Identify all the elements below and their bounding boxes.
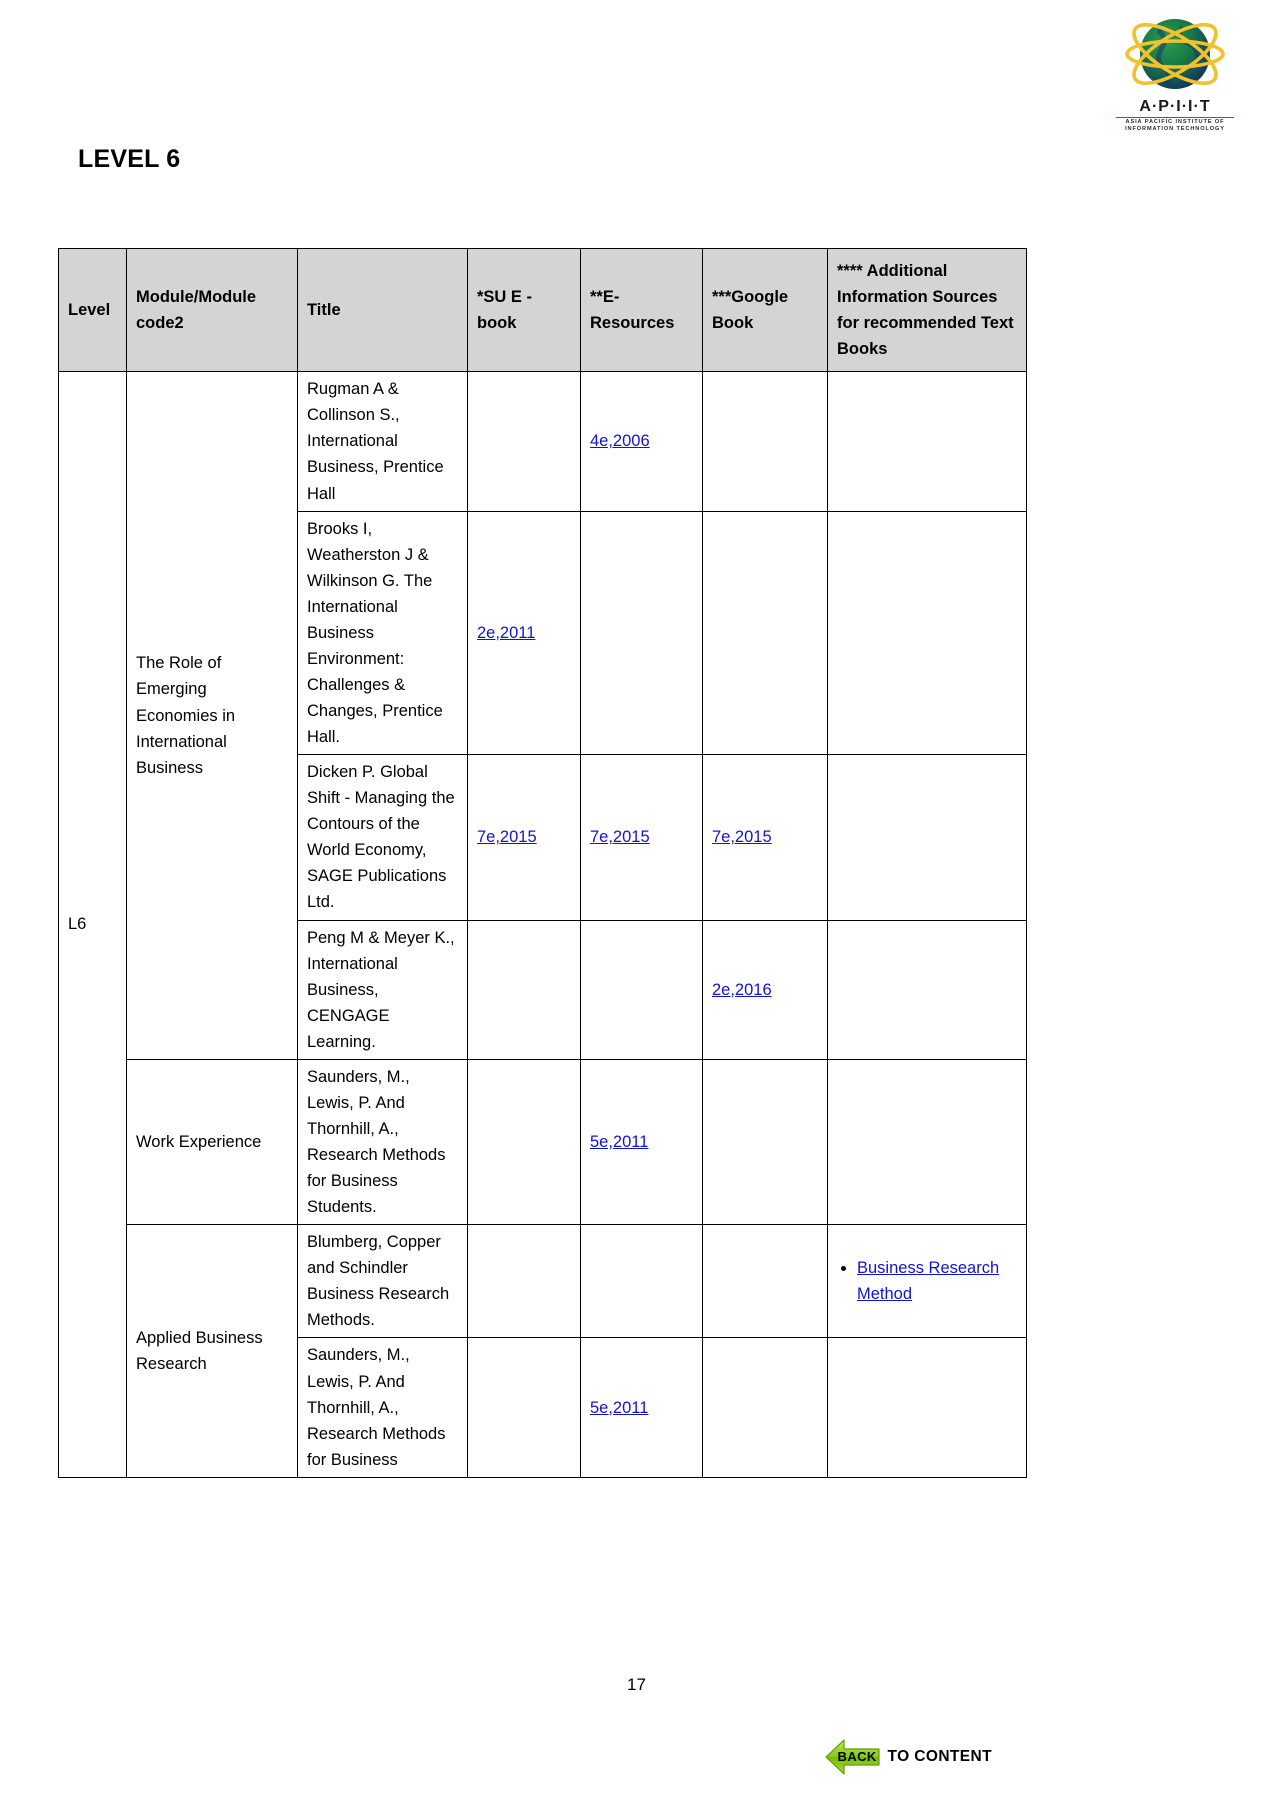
cell-title: Blumberg, Copper and Schindler Business Research Methods. (298, 1225, 468, 1338)
eresource-link[interactable]: 7e,2015 (590, 828, 650, 847)
su-ebook-link[interactable]: 2e,2011 (477, 623, 536, 642)
cell-su-ebook (468, 1338, 581, 1477)
cell-google-book (703, 372, 828, 511)
column-header-su-ebook: *SU E - book (468, 249, 581, 372)
logo-divider (1116, 117, 1234, 119)
table-header (59, 249, 1027, 372)
table-row (59, 372, 1027, 511)
globe-icon (1110, 8, 1240, 103)
column-header-module: Module/Module code2 (127, 249, 298, 372)
cell-google-book (703, 1338, 828, 1477)
cell-additional (828, 755, 1027, 920)
table-body (59, 372, 1027, 1478)
cell-title: Dicken P. Global Shift - Managing the Contours of the World Economy, SAGE Publications Ltd. (298, 755, 468, 920)
list-item (857, 1255, 1019, 1307)
cell-su-ebook (468, 755, 581, 920)
cell-title: Saunders, M., Lewis, P. And Thornhill, A., Research Methods for Business (298, 1338, 468, 1477)
cell-google-book (703, 1225, 828, 1338)
cell-title: Peng M & Meyer K., International Business, CENGAGE Learning. (298, 920, 468, 1059)
cell-module-name: The Role of Emerging Economies in International Business (127, 372, 298, 1060)
logo-wordmark: A·P·I·I·T (1139, 98, 1211, 115)
cell-additional (828, 1059, 1027, 1224)
eresource-link[interactable]: 5e,2011 (590, 1398, 649, 1417)
cell-eresources (581, 372, 703, 511)
additional-sources-list (837, 1255, 1019, 1307)
cell-additional (828, 1338, 1027, 1477)
cell-eresources (581, 1059, 703, 1224)
cell-additional (828, 372, 1027, 511)
table-header-row (59, 249, 1027, 372)
cell-su-ebook (468, 1059, 581, 1224)
globe-with-orbits-icon (1110, 8, 1240, 103)
column-header-google-book: ***Google Book (703, 249, 828, 372)
cell-eresources (581, 755, 703, 920)
cell-module-name: Applied Business Research (127, 1225, 298, 1478)
cell-su-ebook (468, 1225, 581, 1338)
cell-google-book (703, 920, 828, 1059)
table-row (59, 1059, 1027, 1224)
google-book-link[interactable]: 2e,2016 (712, 980, 772, 999)
cell-module-name: Work Experience (127, 1059, 298, 1224)
cell-su-ebook (468, 920, 581, 1059)
cell-additional (828, 511, 1027, 755)
logo-tagline-line2: INFORMATION TECHNOLOGY (1125, 126, 1225, 133)
column-header-title: Title (298, 249, 468, 372)
column-header-eresources: **E-Resources (581, 249, 703, 372)
cell-additional (828, 920, 1027, 1059)
su-ebook-link[interactable]: 7e,2015 (477, 828, 537, 847)
cell-title: Brooks I, Weatherston J & Wilkinson G. The International Business Environment: Challenges & Changes, Prentice Hall. (298, 511, 468, 755)
eresource-link[interactable]: 5e,2011 (590, 1132, 649, 1151)
cell-su-ebook (468, 372, 581, 511)
back-to-content-button[interactable] (824, 1735, 992, 1779)
page-number: 17 (627, 1675, 646, 1694)
column-header-level: Level (59, 249, 127, 372)
booklist-table-wrapper (58, 248, 1022, 1478)
table-row (59, 1225, 1027, 1338)
back-to-content-label: TO CONTENT (887, 1748, 992, 1765)
cell-eresources (581, 1338, 703, 1477)
cell-google-book (703, 1059, 828, 1224)
cell-eresources (581, 1225, 703, 1338)
booklist-table (58, 248, 1027, 1478)
back-badge-label: BACK (837, 1749, 877, 1764)
eresource-link[interactable]: 4e,2006 (590, 432, 650, 451)
cell-eresources (581, 511, 703, 755)
cell-title: Rugman A & Collinson S., International Business, Prentice Hall (298, 372, 468, 511)
additional-source-link[interactable]: Business Research Method (857, 1259, 1000, 1304)
cell-additional (828, 1225, 1027, 1338)
cell-su-ebook (468, 511, 581, 755)
cell-google-book (703, 755, 828, 920)
cell-google-book (703, 511, 828, 755)
apiit-logo (1095, 8, 1255, 133)
page-title: LEVEL 6 (78, 145, 181, 173)
cell-level: L6 (59, 372, 127, 1478)
google-book-link[interactable]: 7e,2015 (712, 828, 772, 847)
column-header-additional: **** Additional Information Sources for recommended Text Books (828, 249, 1027, 372)
logo-tagline-line1: ASIA PACIFIC INSTITUTE OF (1125, 119, 1225, 126)
cell-title: Saunders, M., Lewis, P. And Thornhill, A., Research Methods for Business Students. (298, 1059, 468, 1224)
cell-eresources (581, 920, 703, 1059)
